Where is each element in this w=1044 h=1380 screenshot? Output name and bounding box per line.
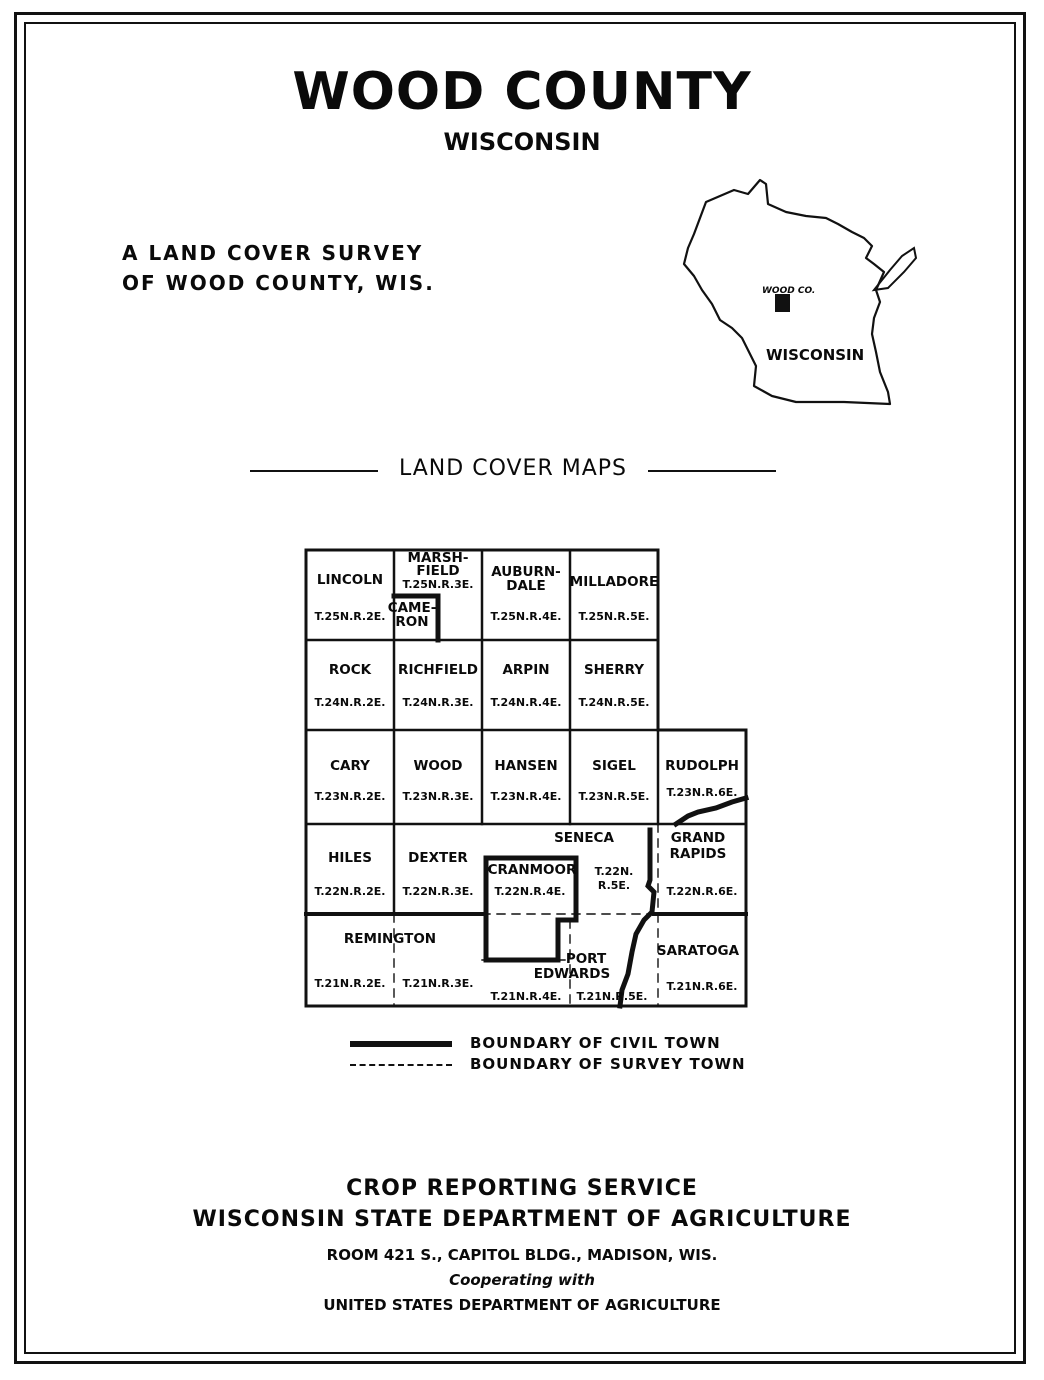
town-code-wood: T.23N.R.3E. <box>402 790 474 803</box>
town-code-t21n-r3e: T.21N.R.3E. <box>402 977 474 990</box>
town-code-t22n-r5e: T.22N. <box>594 865 634 878</box>
town-code-auburndale: T.25N.R.4E. <box>490 610 562 623</box>
town-code-t21n-r2e: T.21N.R.2E. <box>314 977 386 990</box>
maps-heading <box>250 456 776 486</box>
town-name-saratoga: SARATOGA <box>656 943 740 959</box>
town-code-saratoga: T.21N.R.6E. <box>666 980 738 993</box>
town-name-dexter: DEXTER <box>408 850 468 866</box>
town-code-rock: T.24N.R.2E. <box>314 696 386 709</box>
town-name-milladore: MILLADORE <box>569 574 659 590</box>
town-name-remington: REMINGTON <box>343 931 437 947</box>
footer-line-2: WISCONSIN STATE DEPARTMENT OF AGRICULTURE <box>192 1207 852 1232</box>
town-name-rudolph: RUDOLPH <box>665 758 739 774</box>
town-name-richfield: RICHFIELD <box>398 662 478 678</box>
town-name-grand-rapids: RAPIDS <box>669 846 727 862</box>
town-name-lincoln: LINCOLN <box>316 572 384 588</box>
rudolph-grand-rapids-boundary <box>676 798 746 824</box>
town-code-cary: T.23N.R.2E. <box>314 790 386 803</box>
town-code-t21n-r5e: T.21N.R.5E. <box>576 990 648 1003</box>
river-boundary <box>620 830 654 1006</box>
town-code-dexter: T.22N.R.3E. <box>402 885 474 898</box>
town-name-auburndale: AUBURN- <box>491 564 561 580</box>
survey-title <box>122 238 435 298</box>
town-name-grand-rapids: GRAND <box>670 830 726 846</box>
maps-heading-label: LAND COVER MAPS <box>391 456 635 481</box>
legend-civil-label: BOUNDARY OF CIVIL TOWN <box>470 1034 721 1052</box>
town-code-sherry: T.24N.R.5E. <box>578 696 650 709</box>
town-name-cranmoor: CRANMOOR <box>487 862 577 878</box>
inset-state-label: WISCONSIN <box>766 346 865 364</box>
town-name-cameron: CAME- <box>387 600 437 616</box>
legend-civil-swatch <box>350 1041 452 1047</box>
survey-title-line-1: A LAND COVER SURVEY <box>122 241 424 265</box>
town-name-cameron: RON <box>395 614 429 630</box>
town-code-arpin: T.24N.R.4E. <box>490 696 562 709</box>
town-name-marshfield: MARSH- <box>407 550 469 566</box>
town-name-hansen: HANSEN <box>494 758 558 774</box>
town-code-sigel: T.23N.R.5E. <box>578 790 650 803</box>
legend-survey-swatch <box>350 1064 452 1066</box>
footer-line-3: ROOM 421 S., CAPITOL BLDG., MADISON, WIS. <box>326 1246 718 1264</box>
town-code-cranmoor: T.22N.R.4E. <box>494 885 566 898</box>
township-map <box>296 540 758 1016</box>
town-name-hiles: HILES <box>328 850 372 866</box>
wood-county-marker <box>775 294 790 312</box>
wisconsin-inset-map <box>676 172 926 414</box>
town-code-t21n-r4e: T.21N.R.4E. <box>490 990 562 1003</box>
town-name-wood: WOOD <box>413 758 463 774</box>
town-code-t22n-r5e: R.5E. <box>597 879 631 892</box>
town-name-arpin: ARPIN <box>502 662 550 678</box>
town-name-marshfield: FIELD <box>416 563 460 579</box>
legend-survey-label: BOUNDARY OF SURVEY TOWN <box>470 1055 746 1073</box>
town-code-marshfield: T.25N.R.3E. <box>402 578 474 591</box>
town-name-seneca: SENECA <box>554 830 614 846</box>
footer-line-5: UNITED STATES DEPARTMENT OF AGRICULTURE <box>323 1296 721 1314</box>
survey-title-line-2: OF WOOD COUNTY, WIS. <box>122 271 435 295</box>
town-code-lincoln: T.25N.R.2E. <box>314 610 386 623</box>
town-code-hiles: T.22N.R.2E. <box>314 885 386 898</box>
town-code-hansen: T.23N.R.4E. <box>490 790 562 803</box>
town-code-richfield: T.24N.R.3E. <box>402 696 474 709</box>
footer-line-1: CROP REPORTING SERVICE <box>346 1176 698 1201</box>
town-name-port-edwards: PORT <box>565 951 607 967</box>
town-code-milladore: T.25N.R.5E. <box>578 610 650 623</box>
town-name-sherry: SHERRY <box>583 662 645 678</box>
page-title: WOOD COUNTY <box>292 62 752 122</box>
footer-line-4: Cooperating with <box>449 1271 595 1289</box>
town-name-sigel: SIGEL <box>592 758 636 774</box>
inset-county-label: WOOD CO. <box>762 286 816 296</box>
town-name-cary: CARY <box>330 758 370 774</box>
town-name-rock: ROCK <box>328 662 372 678</box>
town-code-grand-rapids: T.22N.R.6E. <box>666 885 738 898</box>
town-name-port-edwards: EDWARDS <box>533 966 611 982</box>
town-name-auburndale: DALE <box>506 578 546 594</box>
town-code-rudolph: T.23N.R.6E. <box>666 786 738 799</box>
page-subtitle: WISCONSIN <box>443 128 601 156</box>
